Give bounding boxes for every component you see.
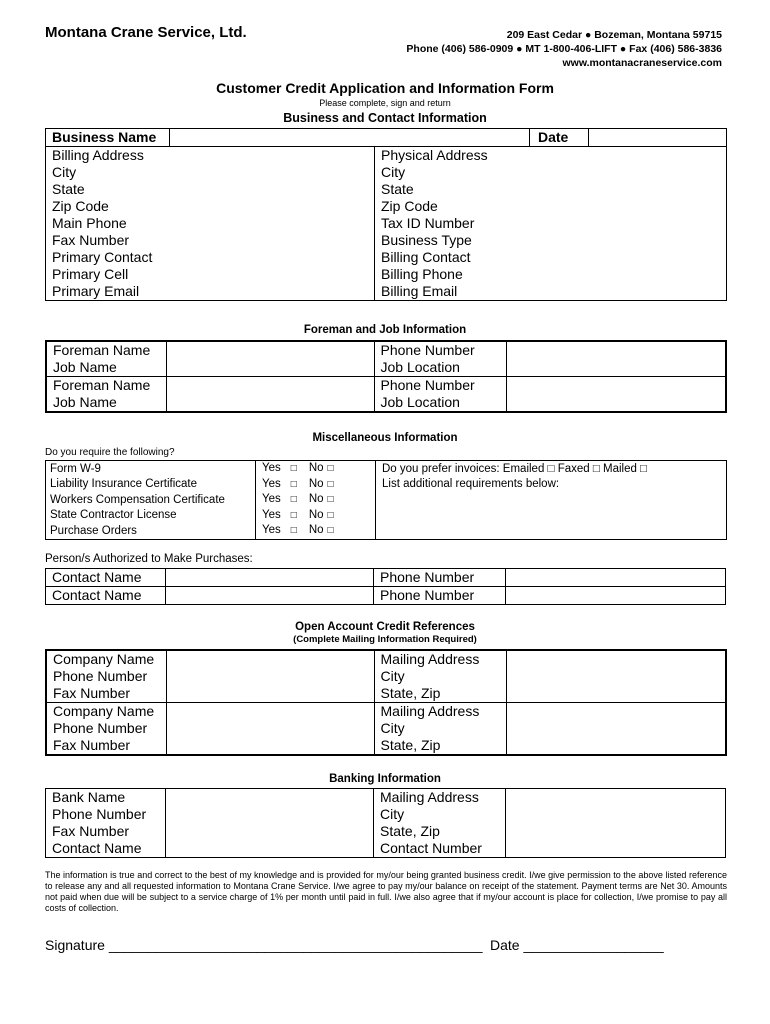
references-right-label: State, Zip [374,737,506,755]
foreman-row [46,341,726,359]
foreman-left-label: Foreman Name [46,341,166,359]
foreman-right-field[interactable] [506,341,726,359]
banking-left-label: Fax Number [46,823,166,840]
foreman-right-field[interactable] [506,359,726,377]
no-label: No [308,462,324,474]
business-left-field[interactable] [170,181,375,198]
banking-right-label: Contact Number [374,840,506,858]
references-right-label: Mailing Address [374,650,506,668]
references-row [46,737,726,755]
business-left-label: Main Phone [46,215,170,232]
business-left-label: Primary Email [46,283,170,301]
business-right-field[interactable] [530,147,727,165]
banking-rows [46,789,726,858]
business-left-label: Primary Contact [46,249,170,266]
business-row [46,198,727,215]
banking-left-field[interactable] [166,823,374,840]
business-row [46,181,727,198]
yes-label: Yes [262,508,281,521]
yes-label: Yes [262,462,281,474]
legal-statement: The information is true and correct to the best of my knowledge and is provided for my/our being granted business credit. I/we give permission to the above listed reference to release any and all requested information to Montana Crane Service. I/we agree to pay my/our balance on receipt of the statement. Payment terms are Net 30. Amounts not paid when due will be subject to a service charge of 1% per month until paid in full. I/we also agree that if my/our account is place for collection, I/we promise to pay all costs of collection. [45,870,727,913]
references-right-field[interactable] [506,703,726,721]
foreman-row [46,394,726,412]
business-row [46,164,727,181]
authorized-left-field[interactable] [166,587,374,605]
references-row [46,650,726,668]
foreman-right-field[interactable] [506,394,726,412]
banking-left-label: Phone Number [46,806,166,823]
references-row [46,720,726,737]
misc-row [46,508,727,524]
authorized-right-label: Phone Number [374,569,506,587]
banking-right-label: Mailing Address [374,789,506,807]
business-left-label: Fax Number [46,232,170,249]
additional-requirements-field[interactable] [376,523,727,539]
misc-table [45,460,727,540]
business-name-field[interactable] [170,129,530,147]
no-checkbox[interactable]: □ [327,509,334,521]
foreman-right-label: Job Location [374,359,506,377]
foreman-left-label: Job Name [46,394,166,412]
misc-rows [46,461,727,540]
authorized-rows [46,569,726,605]
business-right-label: City [381,164,406,180]
no-label: No [308,524,324,536]
business-row [46,283,727,301]
business-right-label: Physical Address [381,147,488,163]
authorized-row [46,587,726,605]
yes-checkbox[interactable]: □ [290,463,297,474]
references-rows [46,650,726,755]
banking-heading: Banking Information [329,773,441,785]
business-name-row [46,129,727,147]
invoice-preference[interactable]: Do you prefer invoices: Emailed □ Faxed □ Mailed □ [376,461,727,477]
business-left-field[interactable] [170,232,375,249]
business-right-label: Business Type [381,232,472,248]
no-checkbox[interactable]: □ [327,463,334,474]
business-right-field[interactable] [530,283,727,301]
yes-label: Yes [262,524,281,536]
banking-row [46,806,726,823]
yes-checkbox[interactable]: □ [290,525,297,536]
company-phone-line: Phone (406) 586-0909 ● MT 1-800-406-LIFT ● Fax (406) 586-3836 [406,43,722,55]
foreman-right-label: Phone Number [374,377,506,395]
authorized-left-label: Contact Name [46,587,166,605]
foreman-left-field[interactable] [166,359,374,377]
references-row [46,703,726,721]
references-table [45,649,727,756]
foreman-right-label: Phone Number [374,341,506,359]
no-label: No [308,477,324,490]
authorized-right-field[interactable] [506,587,726,605]
authorized-left-field[interactable] [166,569,374,587]
authorized-row [46,569,726,587]
references-right-field[interactable] [506,650,726,668]
misc-yes-no [256,508,376,524]
banking-left-field[interactable] [166,789,374,807]
references-left-field[interactable] [166,685,374,703]
references-left-field[interactable] [166,720,374,737]
business-rows [46,147,727,301]
references-left-label: Fax Number [46,685,166,703]
banking-left-label: Contact Name [46,840,166,858]
signature-date-line[interactable]: Date __________________ [490,937,664,953]
no-label: No [308,508,324,521]
misc-row [46,461,727,477]
references-right-field[interactable] [506,737,726,755]
foreman-left-field[interactable] [166,341,374,359]
misc-yes-no [256,492,376,508]
references-heading: Open Account Credit References [295,621,475,633]
business-left-label: City [46,164,170,181]
company-website: www.montanacraneservice.com [562,57,722,69]
business-left-field[interactable] [170,164,375,181]
authorized-table [45,568,726,605]
yes-label: Yes [262,493,281,505]
business-right-field[interactable] [530,215,727,232]
business-table [45,128,727,301]
references-left-label: Phone Number [46,668,166,685]
authorized-left-label: Contact Name [46,569,166,587]
business-left-field[interactable] [170,215,375,232]
business-right-label: Billing Phone [381,266,463,282]
foreman-rows [46,341,726,412]
references-left-field[interactable] [166,650,374,668]
company-name: Montana Crane Service, Ltd. [45,24,247,41]
misc-row [46,492,727,508]
foreman-left-field[interactable] [166,377,374,395]
misc-heading: Miscellaneous Information [312,432,458,444]
references-left-field[interactable] [166,668,374,685]
misc-row [46,477,727,493]
form-title: Customer Credit Application and Information Form [216,80,554,96]
foreman-row [46,359,726,377]
misc-row [46,523,727,539]
references-left-field[interactable] [166,737,374,755]
business-left-label: Zip Code [46,198,170,215]
references-left-label: Fax Number [46,737,166,755]
banking-right-field[interactable] [506,806,726,823]
references-right-label: City [374,668,506,685]
business-right-label: Tax ID Number [381,215,475,231]
references-right-field[interactable] [506,668,726,685]
yes-checkbox[interactable]: □ [290,478,297,490]
business-right-field[interactable] [530,232,727,249]
foreman-heading: Foreman and Job Information [303,324,467,336]
business-left-field[interactable] [170,266,375,283]
business-right-field[interactable] [530,249,727,266]
yes-label: Yes [262,477,281,490]
banking-right-label: State, Zip [374,823,506,840]
references-row [46,685,726,703]
foreman-row [46,377,726,395]
business-right-field[interactable] [530,266,727,283]
business-left-field[interactable] [170,198,375,215]
business-row [46,232,727,249]
authorized-right-field[interactable] [506,569,726,587]
business-left-field[interactable] [170,147,375,165]
banking-row [46,840,726,858]
banking-right-field[interactable] [506,823,726,840]
business-right-label: State [381,181,414,197]
misc-item-label: Workers Compensation Certificate [46,492,256,508]
company-address: 209 East Cedar ● Bozeman, Montana 59715 [506,29,722,41]
business-row [46,266,727,283]
yes-checkbox[interactable]: □ [290,509,297,521]
misc-item-label: State Contractor License [46,508,256,524]
misc-item-label: Liability Insurance Certificate [46,477,256,493]
references-right-label: Mailing Address [374,703,506,721]
authorized-right-label: Phone Number [374,587,506,605]
misc-yes-no [256,523,376,539]
business-left-label: State [46,181,170,198]
business-left-field[interactable] [170,283,375,301]
foreman-left-label: Job Name [46,359,166,377]
references-left-field[interactable] [166,703,374,721]
banking-row [46,789,726,807]
foreman-right-label: Job Location [374,394,506,412]
references-right-label: City [374,720,506,737]
no-checkbox[interactable]: □ [327,494,334,505]
references-right-field[interactable] [506,685,726,703]
banking-right-label: City [374,806,506,823]
banking-table [45,788,726,858]
banking-row [46,823,726,840]
no-label: No [308,493,324,505]
foreman-left-label: Foreman Name [46,377,166,395]
misc-question: Do you require the following? [45,447,175,458]
no-checkbox[interactable]: □ [327,478,334,490]
banking-right-field[interactable] [506,840,726,858]
business-left-label: Billing Address [46,147,170,165]
foreman-left-field[interactable] [166,394,374,412]
business-right-label: Billing Email [375,283,530,301]
references-right-field[interactable] [506,720,726,737]
banking-left-field[interactable] [166,806,374,823]
foreman-table [45,340,727,413]
business-right-field[interactable] [530,164,727,181]
foreman-right-field[interactable] [506,377,726,395]
additional-requirements-field[interactable] [376,492,727,508]
misc-item-label: Purchase Orders [46,523,256,539]
misc-yes-no [256,477,376,493]
misc-item-label: Form W-9 [46,461,256,477]
business-right-label: Billing Contact [381,249,471,265]
business-right-field[interactable] [530,181,727,198]
business-row [46,215,727,232]
banking-left-label: Bank Name [46,789,166,807]
business-name-label: Business Name [46,129,170,147]
references-subheading: (Complete Mailing Information Required) [293,634,477,645]
yes-checkbox[interactable]: □ [290,494,297,505]
business-heading: Business and Contact Information [283,111,487,125]
business-left-label: Primary Cell [46,266,170,283]
date-label: Date [530,129,589,146]
additional-requirements-field[interactable] [376,508,727,524]
banking-right-field[interactable] [506,789,726,807]
banking-left-field[interactable] [166,840,374,858]
business-row [46,249,727,266]
form-subtitle: Please complete, sign and return [319,98,451,108]
additional-requirements-label: List additional requirements below: [376,477,727,493]
business-right-field[interactable] [530,198,727,215]
business-left-field[interactable] [170,249,375,266]
references-left-label: Company Name [46,650,166,668]
business-right-label: Zip Code [381,198,438,214]
references-left-label: Company Name [46,703,166,721]
references-row [46,668,726,685]
signature-line[interactable]: Signature ________________________________________________ [45,937,483,953]
misc-yes-no [256,461,376,477]
business-row [46,147,727,165]
references-left-label: Phone Number [46,720,166,737]
no-checkbox[interactable]: □ [327,525,334,536]
authorized-label: Person/s Authorized to Make Purchases: [45,553,253,565]
references-right-label: State, Zip [374,685,506,703]
date-field[interactable] [589,129,727,146]
